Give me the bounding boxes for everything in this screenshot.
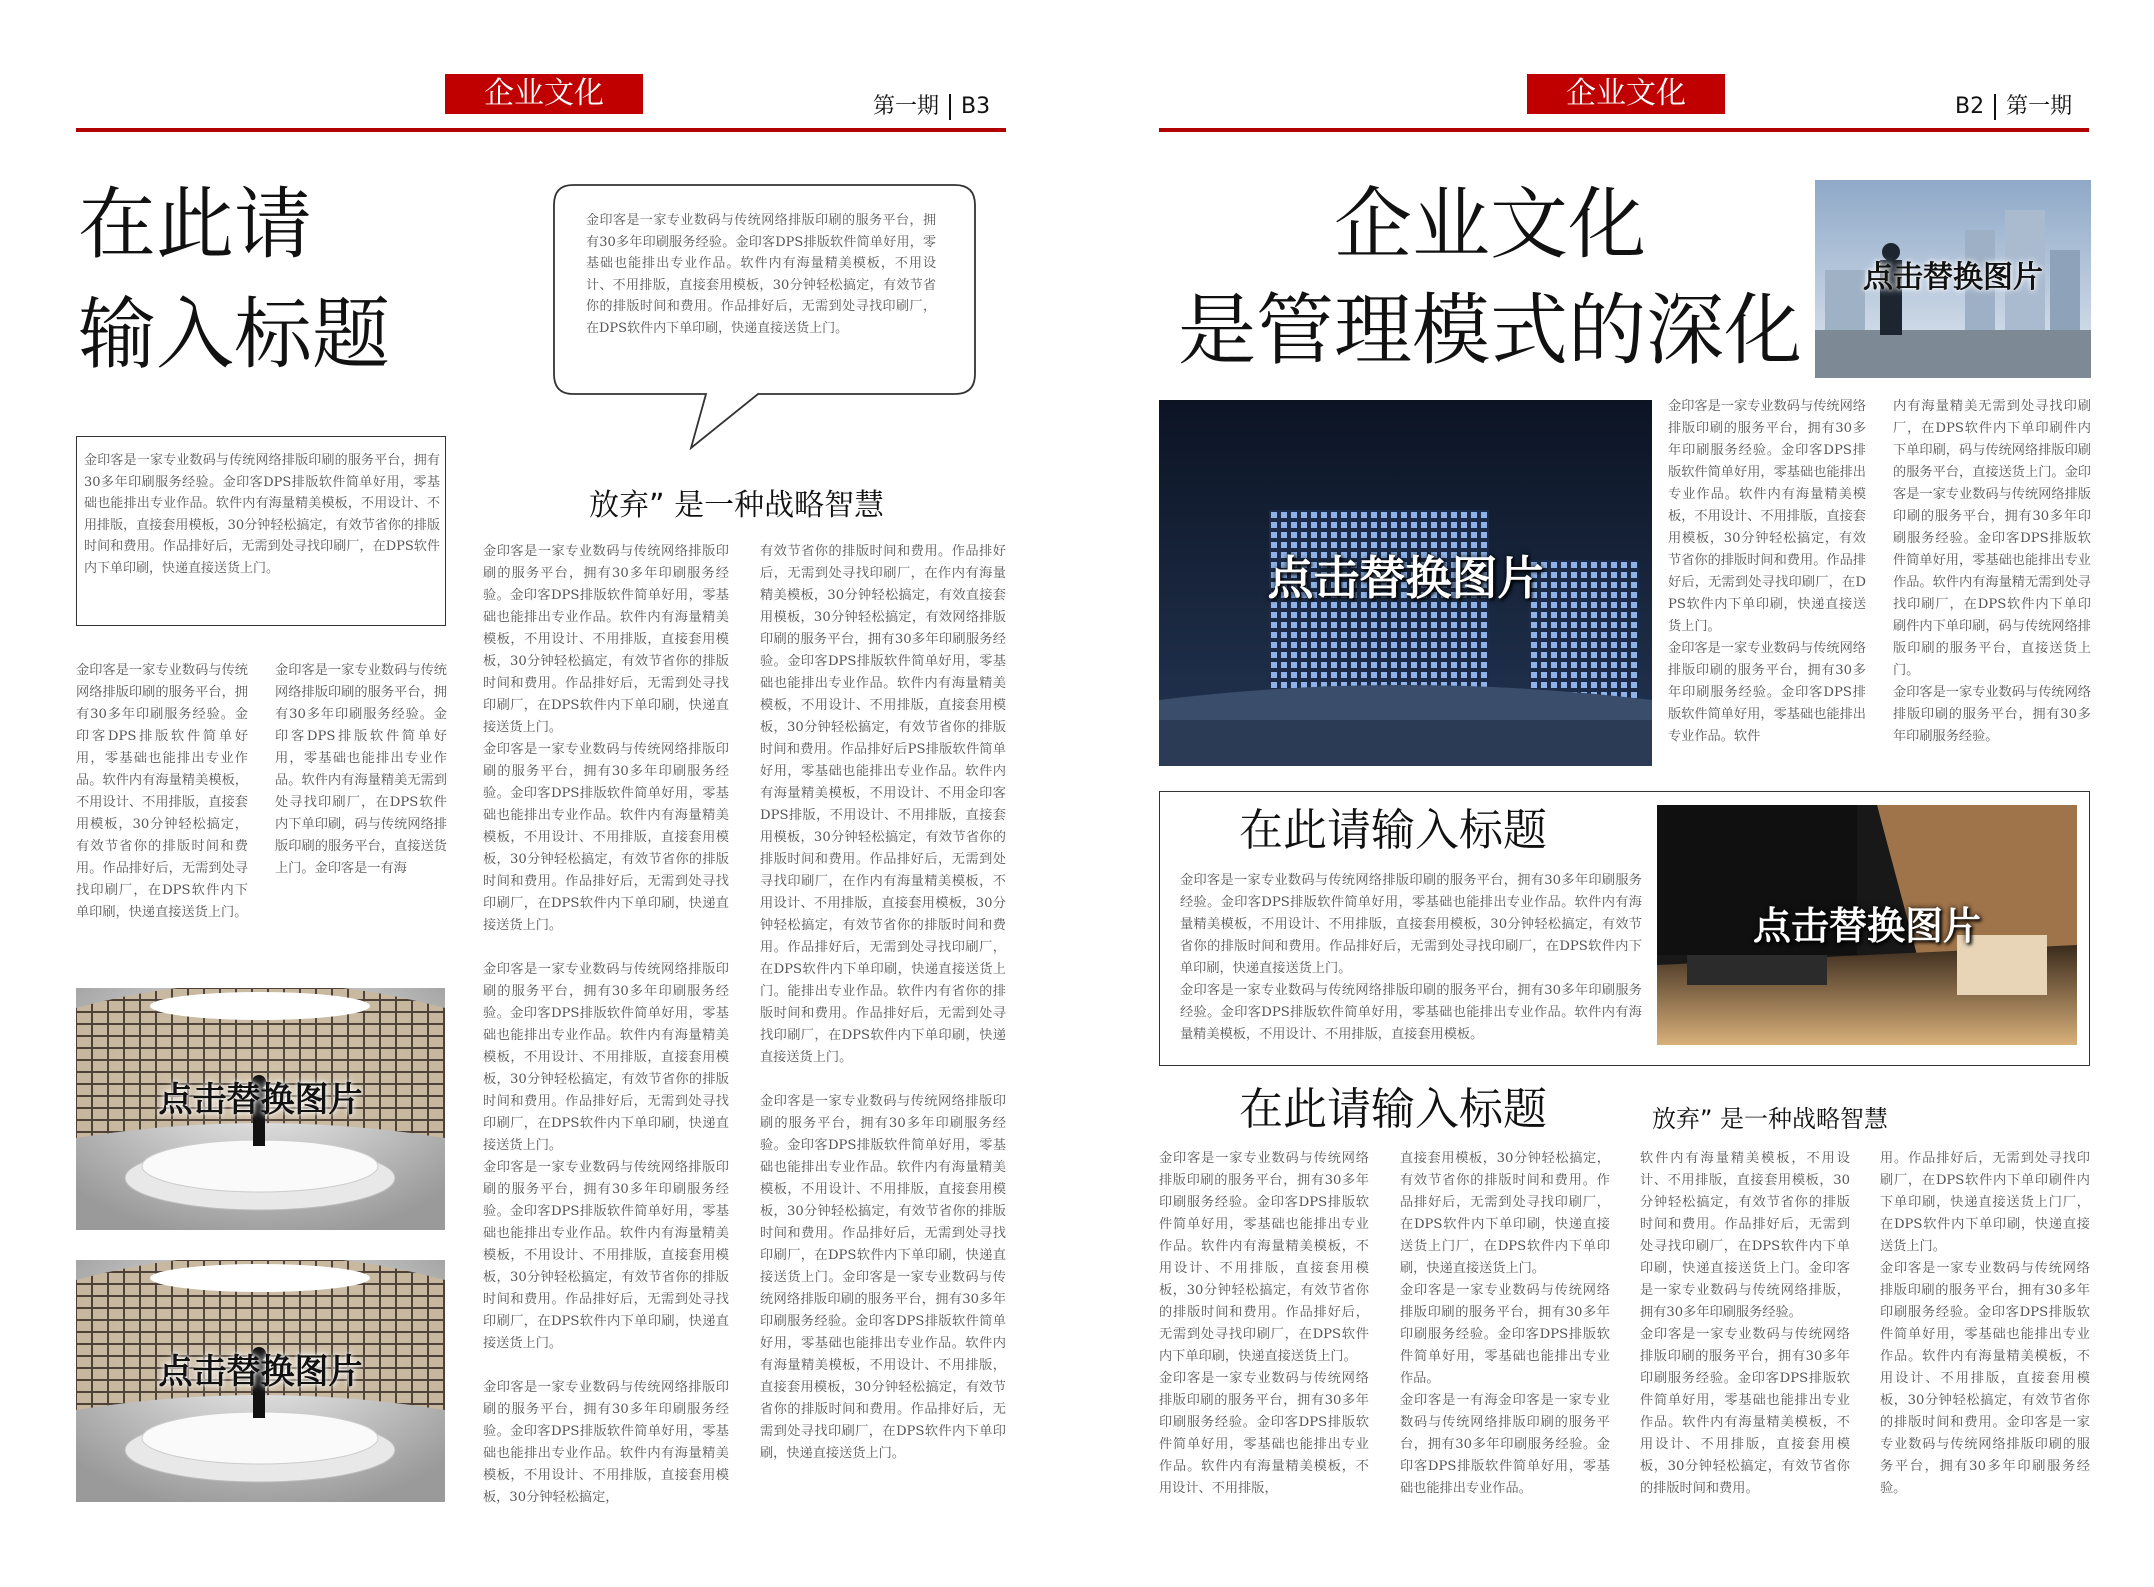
replace-image-label: 点击替换图片 (1863, 260, 2043, 295)
title-line-2: 输入标题 (78, 290, 391, 380)
bottom-column-4: 用。作品排好后，无需到处寻找印刷厂，在DPS软件内下单印刷件内下单印刷，快递直接送货上门厂，在DPS软件内下单印刷，快递直接送货上门。 金印客是一家专业数码与传统网络排版印刷的服务平台，拥有30多年印刷服务经验。金印客DPS排版软件简单好用，零基础也能排出专业作品。软件内有海量精美模板，不用设计、不用排版，直接套用模板，30分钟轻松搞定，有效节省你的排版时间和费用。金印客是一家专业数码与传统网络排版印刷的服务平台，拥有30多年印刷服务经验。 (1880, 1151, 2090, 1496)
page-number: B3 (961, 94, 991, 119)
issue-number: 第一期 (2006, 94, 2073, 119)
photo-placeholder-1[interactable] (76, 988, 445, 1230)
mid-column-1: 金印客是一家专业数码与传统网络排版印刷的服务平台，拥有30多年印刷服务经验。金印客DPS排版软件简单好用，零基础也能排出专业作品。软件内有海量精美模板，不用设计、不用排版，直接套用模板，30分钟轻松搞定，有效节省你的排版时间和费用。作品排好后，无需到处寻找印刷厂，在DPS软件内下单印刷，快递直接送货上门。 金印客是一家专业数码与传统网络排版印刷的服务平台，拥有30多年印刷服务经验。金印客DPS排版软件简单好用，零基础也能排出专业作品。软件内有海量精美模板，不用设计、不用排版，直接套用模板，30分钟轻松搞定，有效节省你的排版时间和费用。作品排好后，无需到处寻找印刷厂，在DPS软件内下单印刷，快递直接送货上门。 金印客是一家专业数码与传统网络排版印刷的服务平台，拥有30多年印刷服务经验。金印客DPS排版软件简单好用，零基础也能排出专业作品。软件内有海量精美模板，不用设计、不用排版，直接套用模板，30分钟轻松搞定，有效节省你的排版时间和费用。作品排好后，无需到处寻找印刷厂，在DPS软件内下单印刷，快递直接送货上门。 金印客是一家专业数码与传统网络排版印刷的服务平台，拥有30多年印刷服务经验。金印客DPS排版软件简单好用，零基础也能排出专业作品。软件内有海量精美模板，不用设计、不用排版，直接套用模板，30分钟轻松搞定，有效节省你的排版时间和费用。作品排好后，无需到处寻找印刷厂，在DPS软件内下单印刷，快递直接送货上门。 金印客是一家专业数码与传统网络排版印刷的服务平台，拥有30多年印刷服务经验。金印客DPS排版软件简单好用，零基础也能排出专业作品。软件内有海量精美模板，不用设计、不用排版，直接套用模板，30分钟轻松搞定， (483, 544, 729, 1505)
boxed-article-text: 金印客是一家专业数码与传统网络排版印刷的服务平台，拥有30多年印刷服务经验。金印客DPS排版软件简单好用，零基础也能排出专业作品。软件内有海量精美模板，不用设计、不用排版，直接套用模板，30分钟轻松搞定，有效节省你的排版时间和费用。作品排好后，无需到处寻找印刷厂，在DPS软件内下单印刷，快递直接送货上门。 (84, 453, 440, 576)
box-title: 在此请输入标题 (1239, 805, 1547, 856)
bottom-column-1: 金印客是一家专业数码与传统网络排版印刷的服务平台，拥有30多年印刷服务经验。金印客DPS排版软件简单好用，零基础也能排出专业作品。软件内有海量精美模板，不用设计、不用排版，直接套用模板，30分钟轻松搞定，有效节省你的排版时间和费用。作品排好后，无需到处寻找印刷厂，在DPS软件内下单印刷，快递直接送货上门。 金印客是一家专业数码与传统网络排版印刷的服务平台，拥有30多年印刷服务经验。金印客DPS排版软件简单好用，零基础也能排出专业作品。软件内有海量精美模板，不用设计、不用排版， (1159, 1151, 1369, 1496)
section-tag: 企业文化 (1527, 74, 1725, 114)
left-column-2: 金印客是一家专业数码与传统网络排版印刷的服务平台，拥有30多年印刷服务经验。金印客DPS排版软件简单好用，零基础也能排出专业作品。软件内有海量精美无需到处寻找印刷厂，在DPS软件内下单印刷，码与传统网络排版印刷的服务平台，直接送货上门。金印客是一有海 (275, 663, 447, 876)
issue-number: 第一期 (873, 94, 940, 119)
page-number: B2 (1955, 94, 1985, 119)
mid-column-2: 有效节省你的排版时间和费用。作品排好后，无需到处寻找印刷厂，在作内有海量精美模板，30分钟轻松搞定，有效直接套用模板，30分钟轻松搞定，有效网络排版印刷的服务平台，拥有30多年印刷服务经验。金印客DPS排版软件简单好用，零基础也能排出专业作品。软件内有海量精美模板，不用设计、不用排版，直接套用模板，30分钟轻松搞定，有效节省你的排版时间和费用。作品排好后PS排版软件简单好用，零基础也能排出专业作品。软件内有海量精美模板，不用设计、不用金印客DPS排版，不用设计、不用排版，直接套用模板，30分钟轻松搞定，有效节省你的排版时间和费用。作品排好后，无需到处寻找印刷厂，在作内有海量精美模板，不用设计、不用排版，直接套用模板，30分钟轻松搞定，有效节省你的排版时间和费用。作品排好后，无需到处寻找印刷厂，在DPS软件内下单印刷，快递直接送货上门。能排出专业作品。软件内有省你的排版时间和费用。作品排好后，无需到处寻找印刷厂，在DPS软件内下单印刷，快递直接送货上门。 金印客是一家专业数码与传统网络排版印刷的服务平台，拥有30多年印刷服务经验。金印客DPS排版软件简单好用，零基础也能排出专业作品。软件内有海量精美模板，不用设计、不用排版，直接套用模板，30分钟轻松搞定，有效节省你的排版时间和费用。作品排好后，无需到处寻找印刷厂，在DPS软件内下单印刷，快递直接送货上门。金印客是一家专业数码与传统网络排版印刷的服务平台，拥有30多年印刷服务经验。金印客DPS排版软件简单好用，零基础也能排出专业作品。软件内有海量精美模板，不用设计、不用排版，直接套用模板，30分钟轻松搞定，有效节省你的排版时间和费用。作品排好后，无需到处寻找印刷厂，在DPS软件内下单印刷，快递直接送货上门。 (760, 544, 1006, 1461)
header-rule (76, 128, 1006, 132)
header-rule (1159, 128, 2089, 132)
title-line-2: 是管理模式的深化 (1177, 286, 1802, 376)
issue-info (873, 92, 990, 122)
replace-image-label: 点击替换图片 (158, 1352, 363, 1392)
left-column-1: 金印客是一家专业数码与传统网络排版印刷的服务平台，拥有30多年印刷服务经验。金印客DPS排版软件简单好用，零基础也能排出专业作品。软件内有海量精美模板，不用设计、不用排版，直接套用模板，30分钟轻松搞定，有效节省你的排版时间和费用。作品排好后，无需到处寻找印刷厂，在DPS软件内下单印刷，快递直接送货上门。 (76, 663, 248, 920)
bottom-quote: 放弃” 是一种战略智慧 (1652, 1105, 1889, 1133)
bubble-text: 金印客是一家专业数码与传统网络排版印刷的服务平台，拥有30多年印刷服务经验。金印客DPS排版软件简单好用，零基础也能排出专业作品。软件内有海量精美模板，不用设计、不用排版，直接套用模板，30分钟轻松搞定，有效节省你的排版时间和费用。作品排好后，无需到处寻找印刷厂，在DPS软件内下单印刷，快递直接送货上门。 (586, 213, 936, 336)
quote-heading: 放弃” 是一种战略智慧 (589, 488, 885, 523)
replace-image-label: 点击替换图片 (158, 1080, 363, 1120)
photo-placeholder-4[interactable] (1159, 400, 1652, 766)
issue-info (1955, 92, 2072, 122)
box-text: 金印客是一家专业数码与传统网络排版印刷的服务平台，拥有30多年印刷服务经验。金印客DPS排版软件简单好用，零基础也能排出专业作品。软件内有海量精美模板，不用设计、不用排版，直接套用模板，30分钟轻松搞定，有效节省你的排版时间和费用。作品排好后，无需到处寻找印刷厂，在DPS软件内下单印刷，快递直接送货上门。 金印客是一家专业数码与传统网络排版印刷的服务平台，拥有30多年印刷服务经验。金印客DPS排版软件简单好用，零基础也能排出专业作品。软件内有海量精美模板，不用设计、不用排版，直接套用模板。 (1180, 873, 1642, 1042)
right-column-b: 内有海量精美无需到处寻找印刷厂，在DPS软件内下单印刷件内下单印刷，码与传统网络排版印刷的服务平台，直接送货上门。金印客是一家专业数码与传统网络排版印刷的服务平台，拥有30多年印刷服务经验。金印客DPS排版软件简单好用，零基础也能排出专业作品。软件内有海量精无需到处寻找印刷厂，在DPS软件内下单印刷件内下单印刷，码与传统网络排版印刷的服务平台，直接送货上门。 金印客是一家专业数码与传统网络排版印刷的服务平台，拥有30多年印刷服务经验。 (1893, 399, 2091, 744)
divider (949, 94, 951, 120)
page-title (1160, 172, 1820, 384)
replace-image-label: 点击替换图片 (1267, 551, 1544, 605)
right-column-a: 金印客是一家专业数码与传统网络排版印刷的服务平台，拥有30多年印刷服务经验。金印客DPS排版软件简单好用，零基础也能排出专业作品。软件内有海量精美模板，不用设计、不用排版，直接套用模板，30分钟轻松搞定，有效节省你的排版时间和费用。作品排好后，无需到处寻找印刷厂，在DPS软件内下单印刷，快递直接送货上门。 金印客是一家专业数码与传统网络排版印刷的服务平台，拥有30多年印刷服务经验。金印客DPS排版软件简单好用，零基础也能排出专业作品。软件 (1668, 399, 1866, 744)
photo-placeholder-3[interactable] (1815, 180, 2091, 378)
divider (1994, 94, 1996, 120)
section-tag: 企业文化 (445, 74, 643, 114)
title-line-1: 企业文化 (1333, 180, 1646, 270)
page-title (78, 170, 390, 390)
bottom-title: 在此请输入标题 (1239, 1084, 1547, 1135)
photo-placeholder-2[interactable] (76, 1260, 445, 1502)
bottom-column-3: 软件内有海量精美模板，不用设计、不用排版，直接套用模板，30分钟轻松搞定，有效节省你的排版时间和费用。作品排好后，无需到处寻找印刷厂，在DPS软件内下单印刷，快递直接送货上门。金印客是一家专业数码与传统网络排版，拥有30多年印刷服务经验。 金印客是一家专业数码与传统网络排版印刷的服务平台，拥有30多年印刷服务经验。金印客DPS排版软件简单好用，零基础也能排出专业作品。软件内有海量精美模板，不用设计、不用排版，直接套用模板，30分钟轻松搞定，有效节省你的排版时间和费用。 (1640, 1151, 1850, 1496)
bottom-column-2: 直接套用模板，30分钟轻松搞定，有效节省你的排版时间和费用。作品排好后，无需到处寻找印刷厂，在DPS软件内下单印刷，快递直接送货上门厂，在DPS软件内下单印刷，快递直接送货上门。 金印客是一家专业数码与传统网络排版印刷的服务平台，拥有30多年印刷服务经验。金印客DPS排版软件简单好用，零基础也能排出专业作品。 金印客是一有海金印客是一家专业数码与传统网络排版印刷的服务平台，拥有30多年印刷服务经验。金印客DPS排版软件简单好用，零基础也能排出专业作品。 (1400, 1151, 1610, 1496)
replace-image-label: 点击替换图片 (1752, 904, 1981, 948)
title-line-1: 在此请 (78, 180, 313, 270)
photo-placeholder-5[interactable] (1657, 805, 2077, 1045)
